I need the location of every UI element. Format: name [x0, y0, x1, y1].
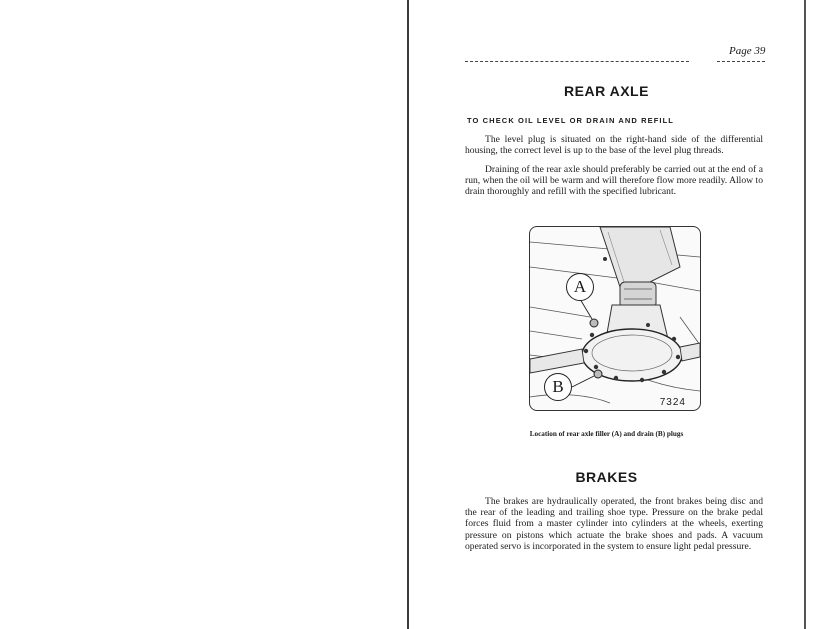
figure-number: 7324: [659, 397, 686, 408]
rear-axle-figure: [529, 226, 701, 411]
callout-a-label: A: [566, 273, 594, 301]
page-edge: [804, 0, 806, 629]
page-number: Page 39: [729, 45, 766, 57]
left-blank-page: [0, 0, 406, 629]
header-rule-short: [717, 61, 765, 62]
header-rule: [465, 61, 689, 62]
subheading-oil-level: TO CHECK OIL LEVEL OR DRAIN AND REFILL: [467, 116, 674, 125]
figure-caption: Location of rear axle filler (A) and drain (B) plugs: [529, 430, 684, 438]
right-page: [409, 0, 804, 629]
paragraph-draining: Draining of the rear axle should preferably be carried out at the end of a run, when the oil will be warm and will therefore flow more readily. Allow to drain thoroughly and refill with the specified lubricant.: [465, 164, 763, 198]
section-title-brakes: BRAKES: [575, 469, 638, 485]
paragraph-level-plug: The level plug is situated on the right-hand side of the differential housing, the correct level is up to the base of the level plug threads.: [465, 134, 763, 157]
paragraph-brakes: The brakes are hydraulically operated, the front brakes being disc and the rear of the leading and trailing shoe type. Pressure on the brake pedal forces fluid from a master cylinder into cylinders at the wheels, exerting pressure on pistons which actuate the brake shoes and pads. A vacuum operated servo is incorporated in the system to ensure light pedal pressure.: [465, 496, 763, 552]
callout-b-label: B: [544, 373, 572, 401]
section-title-rear-axle: REAR AXLE: [564, 83, 649, 99]
